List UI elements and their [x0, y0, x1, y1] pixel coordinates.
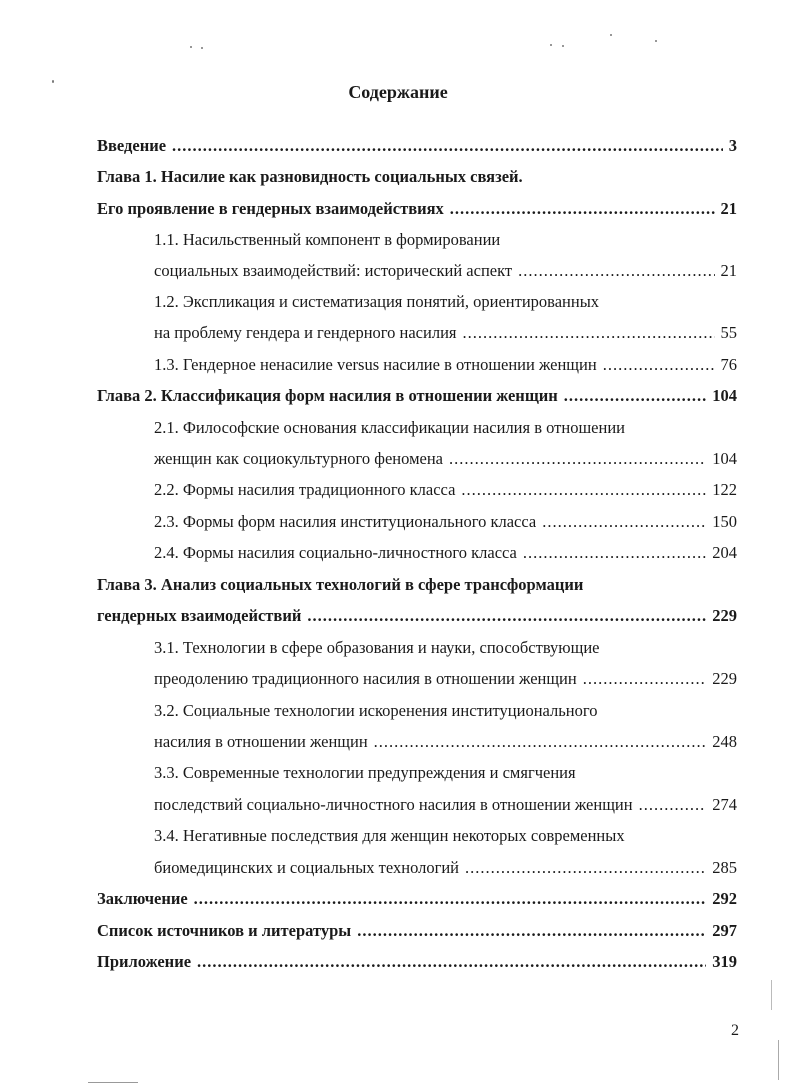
- toc-entry: [154, 826, 625, 846]
- toc-entry-page: 285: [712, 858, 737, 877]
- toc-entry: [154, 795, 737, 815]
- leader-dots: [603, 355, 715, 375]
- toc-entry-page: 76: [720, 355, 737, 374]
- scan-speck: [550, 44, 552, 46]
- scan-edge-mark: [778, 1040, 779, 1080]
- scan-speck: [190, 46, 192, 48]
- toc-entry-title: Заключение: [97, 889, 188, 908]
- toc-entry: [154, 355, 737, 375]
- toc-entry-title: 1.3. Гендерное ненасилие versus насилие в отношении женщин: [154, 355, 597, 374]
- toc-entry-title: последствий социально-личностного насилия в отношении женщин: [154, 795, 633, 814]
- toc-entry-title: биомедицинских и социальных технологий: [154, 858, 460, 877]
- toc-entry-title: 3.3. Современные технологии предупреждения и смягчения: [154, 763, 576, 782]
- leader-dots: [639, 795, 707, 815]
- leader-dots: [197, 952, 706, 972]
- scan-edge-mark: [88, 1082, 138, 1083]
- toc-entry-title: 2.2. Формы насилия традиционного класса: [154, 480, 456, 499]
- leader-dots: [463, 323, 715, 343]
- leader-dots: [357, 921, 706, 941]
- toc-entry: [97, 952, 737, 972]
- leader-dots: [307, 606, 706, 626]
- toc-entry: [154, 512, 737, 532]
- toc-entry-title: насилия в отношении женщин: [154, 732, 368, 751]
- toc-entry-page: 204: [712, 543, 737, 562]
- scan-speck: [201, 47, 203, 49]
- toc-entry: [154, 480, 737, 500]
- toc-entry-page: 104: [712, 449, 737, 468]
- toc-entry-page: 55: [720, 323, 737, 342]
- toc-entry: [154, 701, 597, 721]
- leader-dots: [564, 386, 706, 406]
- toc-entry-title: социальных взаимодействий: исторический аспект: [154, 261, 513, 280]
- toc-entry-title: Приложение: [97, 952, 192, 971]
- scan-speck: [655, 40, 657, 42]
- toc-entry: [97, 136, 737, 156]
- scan-speck: [610, 34, 612, 36]
- scan-edge-mark: [771, 980, 772, 1010]
- toc-entry-title: гендерных взаимодействий: [97, 606, 302, 625]
- toc-entry: [154, 292, 599, 312]
- toc-entry-title: женщин как социокультурного феномена: [154, 449, 443, 468]
- page-title: Содержание: [348, 82, 448, 102]
- leader-dots: [450, 199, 715, 219]
- toc-entry-title: на проблему гендера и гендерного насилия: [154, 323, 457, 342]
- scan-speck: [52, 80, 54, 83]
- toc-entry-title: 3.4. Негативные последствия для женщин некоторых современных: [154, 826, 625, 845]
- toc-entry-page: 21: [720, 261, 737, 280]
- toc-entry-page: 292: [712, 889, 737, 908]
- leader-dots: [542, 512, 706, 532]
- leader-dots: [465, 858, 706, 878]
- leader-dots: [518, 261, 714, 281]
- toc-entry-page: 150: [712, 512, 737, 531]
- toc-entry-title: Введение: [97, 136, 167, 155]
- toc-entry: [97, 386, 737, 406]
- toc-entry-page: 297: [712, 921, 737, 940]
- leader-dots: [449, 449, 706, 469]
- toc-entry: [154, 669, 737, 689]
- toc-entry-page: 229: [712, 606, 737, 625]
- page-number: 2: [731, 1022, 739, 1039]
- toc-entry-page: 248: [712, 732, 737, 751]
- toc-entry-page: 229: [712, 669, 737, 688]
- toc-entry: [154, 732, 737, 752]
- toc-entry-title: 3.2. Социальные технологии искоренения институционального: [154, 701, 598, 720]
- toc-entry: [154, 449, 737, 469]
- toc-entry: [97, 921, 737, 941]
- toc-entry: [154, 418, 625, 438]
- toc-entry-title: Его проявление в гендерных взаимодействиях: [97, 199, 444, 218]
- toc-entry: [154, 323, 737, 343]
- toc-entry: [97, 167, 523, 187]
- leader-dots: [172, 136, 723, 156]
- toc-entry-title: 2.1. Философские основания классификации насилия в отношении: [154, 418, 625, 437]
- toc-entry-title: Список источников и литературы: [97, 921, 352, 940]
- toc-entry: [154, 543, 737, 563]
- toc-entry: [97, 606, 737, 626]
- toc-entry-page: 3: [728, 136, 737, 155]
- toc-entry: [97, 889, 737, 909]
- toc-entry-title: Глава 2. Классификация форм насилия в отношении женщин: [97, 386, 558, 405]
- toc-entry-title: Глава 1. Насилие как разновидность социальных связей.: [97, 167, 523, 186]
- toc-entry-title: преодолению традиционного насилия в отношении женщин: [154, 669, 577, 688]
- toc-entry-title: Глава 3. Анализ социальных технологий в сфере трансформации: [97, 575, 584, 594]
- toc-entry-page: 122: [712, 480, 737, 499]
- toc-entry: [154, 230, 500, 250]
- toc-entry-title: 2.4. Формы насилия социально-личностного класса: [154, 543, 517, 562]
- toc-entry-title: 1.1. Насильственный компонент в формировании: [154, 230, 501, 249]
- toc-entry: [97, 199, 737, 219]
- leader-dots: [194, 889, 707, 909]
- toc-entry-title: 1.2. Экспликация и систематизация понятий, ориентированных: [154, 292, 600, 311]
- toc-entry-page: 21: [720, 199, 737, 218]
- leader-dots: [374, 732, 707, 752]
- toc-entry-page: 319: [712, 952, 737, 971]
- toc-entry-title: 3.1. Технологии в сфере образования и науки, способствующие: [154, 638, 600, 657]
- leader-dots: [583, 669, 707, 689]
- toc-entry: [154, 763, 576, 783]
- toc-entry: [154, 261, 737, 281]
- scan-speck: [562, 45, 564, 47]
- toc-entry-page: 274: [712, 795, 737, 814]
- toc-entry: [97, 575, 583, 595]
- toc-entry-page: 104: [712, 386, 737, 405]
- leader-dots: [523, 543, 706, 563]
- toc-entry: [154, 858, 737, 878]
- toc-entry-title: 2.3. Формы форм насилия институционального класса: [154, 512, 537, 531]
- leader-dots: [461, 480, 706, 500]
- toc-entry: [154, 638, 600, 658]
